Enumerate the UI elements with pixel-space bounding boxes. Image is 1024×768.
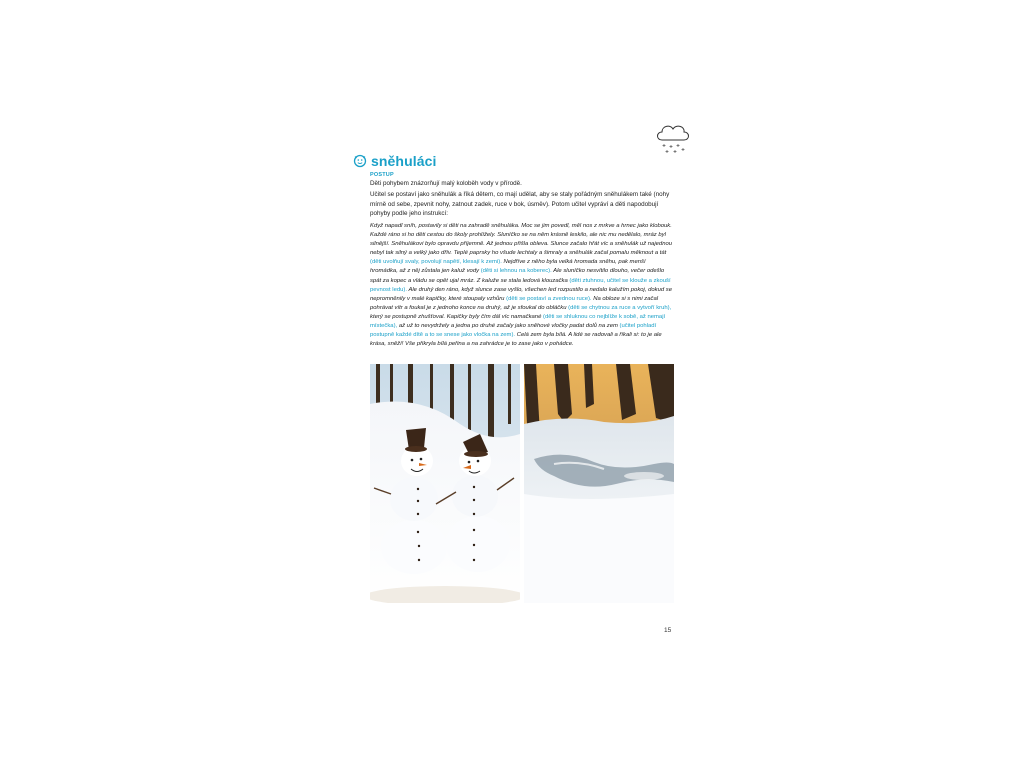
story-paragraph bbox=[370, 222, 673, 349]
instruction-note: (děti ztuhnou, učitel se klouže a zkouší pevnost ledu). bbox=[370, 277, 671, 293]
instruction-note: (učitel pohladí postupně každé dítě a to se snese jako vločka na zem). bbox=[370, 323, 657, 339]
intro-paragraph: Děti pohybem znázorňují malý koloběh vody v přírodě. bbox=[370, 180, 522, 187]
story-text: Ale sluníčko nesvítilo dlouho, večer odešlo spát za kopec a vládu se opět ujal mráz. Z kaluže se stala ledová klouzačka bbox=[370, 268, 665, 284]
instruction-note: (děti si lehnou na koberec). bbox=[480, 268, 552, 275]
snowflake-face-icon bbox=[353, 154, 367, 168]
story-text: až už to nevydržely a jedna po druhé začaly jako sněhové vločky padat dolů na zem bbox=[398, 323, 618, 330]
instruction-note: (děti se chytnou za ruce a vytvoří kruh), bbox=[568, 304, 672, 311]
story-text: Celá zem byla bílá. A lidé se radovali a říkali si: to je ale krása, sněží! Vše přikryla bílá peřina a na zahrádce je to zase jako v pohádce. bbox=[370, 332, 662, 348]
story-text: Když napadl sníh, postavily si děti na zahradě sněhuláka. Moc se jim povedl, měl nos z mrkve a hrnec jako klobouk. Každé ráno si ho děti cestou do školy prohlížely. Sluníčko se na něm krásně leskilo, ale nic mu nedělalo, mráz byl silnější. Sněhulákovi bylo opravdu příjemně. Až jednou přišla obleva. Slunce začalo hřát víc a sněhulák už najednou nebyl tak silný a velký jako dřív. Teplé paprsky ho všude lechtaly a šimraly a sněhulák začal pomalu měknout a tát bbox=[370, 223, 673, 257]
story-text: Ale druhý den ráno, když slunce zase vyšlo, všechen led rozpustilo a nedalo kalužím pokoj, dokud se nepromněnily v malé kapičky, které stoupaly vzhůru bbox=[370, 286, 673, 302]
snow-cloud-icon bbox=[654, 122, 692, 154]
story-text: který se postupně zhušťoval. Kapičky byly čím dál víc namačkané bbox=[370, 313, 542, 320]
story-text: Nejdříve z něho byla velká hromada sněhu, pak menší hromádka, až z něj zůstala jen kaluž vody bbox=[370, 259, 646, 275]
snowmen-photo bbox=[370, 364, 520, 603]
section-label: POSTUP bbox=[370, 172, 394, 178]
instruction-note: (děti se shluknou co nejblíže k sobě, až nemají místečka), bbox=[370, 313, 666, 330]
instruction-note: (děti uvolňují svaly, povolují napětí, klesají k zemi). bbox=[370, 259, 502, 266]
title-row bbox=[353, 153, 436, 169]
instruction-paragraph: Učitel se postaví jako sněhulák a říká dětem, co mají udělat, aby se staly pořádným sněhulákem také (nohy mírně od sebe, zpevnit nohy, zatnout zadek, ruce v bok, úsměv). Potom učitel vypráví a děti napodobují pohyby podle jeho instrukcí: bbox=[370, 191, 670, 218]
page-number: 15 bbox=[664, 627, 672, 634]
melting-snow-photo bbox=[524, 364, 674, 603]
story-text: Na obloze si s nimi začal pohrávat vítr a foukal je z jednoho konce na druhý, až je sfoukal do obláčku bbox=[370, 295, 659, 311]
instruction-note: (děti se postaví a zvednou ruce). bbox=[506, 295, 592, 302]
page-title: sněhuláci bbox=[371, 153, 437, 169]
